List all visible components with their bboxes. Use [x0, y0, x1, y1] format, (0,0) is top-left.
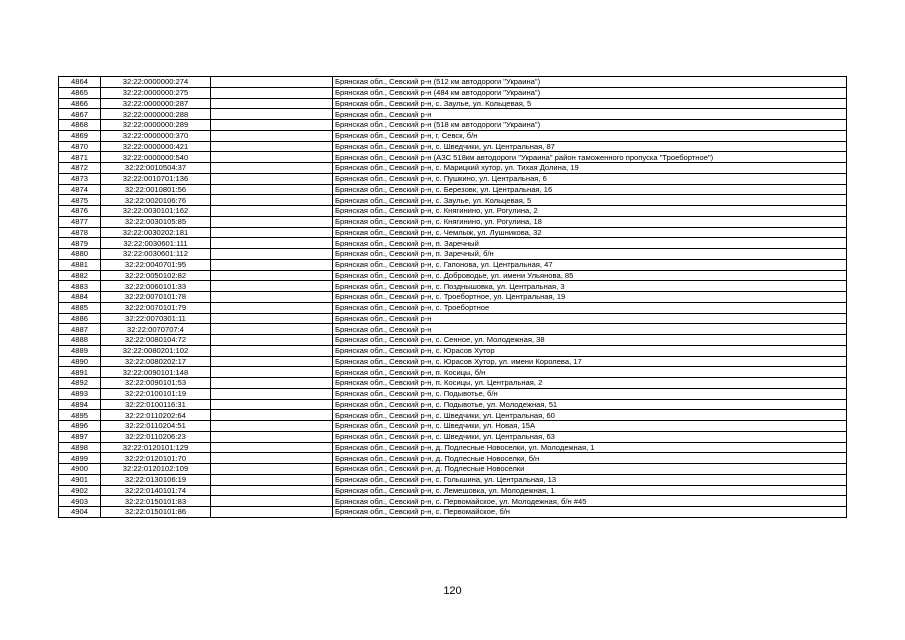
- empty-cell: [211, 141, 333, 152]
- address-cell: Брянская обл., Севский р-н, с. Гапонова, ул. Центральная, 47: [333, 259, 847, 270]
- empty-cell: [211, 485, 333, 496]
- cadastral-number-cell: 32:22:0000000:289: [101, 120, 211, 131]
- address-cell: Брянская обл., Севский р-н, с. Троебортное: [333, 302, 847, 313]
- row-number-cell: 4885: [59, 302, 101, 313]
- cadastral-number-cell: 32:22:0030601:111: [101, 238, 211, 249]
- cadastral-number-cell: 32:22:0030202:181: [101, 227, 211, 238]
- address-cell: Брянская обл., Севский р-н, с. Шведчики, ул. Центральная, 60: [333, 410, 847, 421]
- table-row: [59, 421, 847, 432]
- empty-cell: [211, 442, 333, 453]
- table-row: [59, 335, 847, 346]
- cadastral-number-cell: 32:22:0120101:70: [101, 453, 211, 464]
- row-number-cell: 4902: [59, 485, 101, 496]
- row-number-cell: 4886: [59, 313, 101, 324]
- empty-cell: [211, 464, 333, 475]
- page-number: 120: [443, 585, 462, 597]
- table-row: [59, 356, 847, 367]
- table-row: [59, 98, 847, 109]
- empty-cell: [211, 163, 333, 174]
- address-cell: Брянская обл., Севский р-н, с. Первомайское, ул. Молодежная, б/н #45: [333, 496, 847, 507]
- empty-cell: [211, 238, 333, 249]
- empty-cell: [211, 216, 333, 227]
- row-number-cell: 4899: [59, 453, 101, 464]
- empty-cell: [211, 367, 333, 378]
- row-number-cell: 4891: [59, 367, 101, 378]
- table-row: [59, 378, 847, 389]
- row-number-cell: 4869: [59, 130, 101, 141]
- empty-cell: [211, 313, 333, 324]
- table-row: [59, 87, 847, 98]
- address-cell: Брянская обл., Севский р-н, с. Позднышовка, ул. Центральная, 3: [333, 281, 847, 292]
- row-number-cell: 4873: [59, 173, 101, 184]
- address-cell: Брянская обл., Севский р-н, с. Березовк, ул. Центральная, 16: [333, 184, 847, 195]
- row-number-cell: 4871: [59, 152, 101, 163]
- cadastral-number-cell: 32:22:0010801:56: [101, 184, 211, 195]
- empty-cell: [211, 281, 333, 292]
- empty-cell: [211, 474, 333, 485]
- address-cell: Брянская обл., Севский р-н (512 км автодороги "Украина"): [333, 77, 847, 88]
- table-row: [59, 195, 847, 206]
- address-cell: Брянская обл., Севский р-н, с. Сенное, ул. Молодежная, 38: [333, 335, 847, 346]
- address-cell: Брянская обл., Севский р-н, с. Троебортное, ул. Центральная, 19: [333, 292, 847, 303]
- table-row: [59, 410, 847, 421]
- empty-cell: [211, 249, 333, 260]
- address-cell: Брянская обл., Севский р-н, г. Севск, б/н: [333, 130, 847, 141]
- cadastral-number-cell: 32:22:0150101:86: [101, 507, 211, 518]
- row-number-cell: 4882: [59, 270, 101, 281]
- empty-cell: [211, 431, 333, 442]
- cadastral-number-cell: 32:22:0120101:129: [101, 442, 211, 453]
- address-cell: Брянская обл., Севский р-н, с. Заулье, ул. Кольцевая, 5: [333, 98, 847, 109]
- address-cell: Брянская обл., Севский р-н: [333, 324, 847, 335]
- row-number-cell: 4904: [59, 507, 101, 518]
- address-cell: Брянская обл., Севский р-н, с. Юрасов Хутор: [333, 345, 847, 356]
- row-number-cell: 4865: [59, 87, 101, 98]
- cadastral-number-cell: 32:22:0060101:33: [101, 281, 211, 292]
- address-cell: Брянская обл., Севский р-н (518 км автодороги "Украина"): [333, 120, 847, 131]
- empty-cell: [211, 87, 333, 98]
- table-row: [59, 453, 847, 464]
- table-row: [59, 399, 847, 410]
- cadastral-number-cell: 32:22:0010701:136: [101, 173, 211, 184]
- row-number-cell: 4880: [59, 249, 101, 260]
- table-row: [59, 367, 847, 378]
- table-row: [59, 313, 847, 324]
- row-number-cell: 4881: [59, 259, 101, 270]
- row-number-cell: 4898: [59, 442, 101, 453]
- table-row: [59, 324, 847, 335]
- row-number-cell: 4868: [59, 120, 101, 131]
- row-number-cell: 4875: [59, 195, 101, 206]
- row-number-cell: 4878: [59, 227, 101, 238]
- empty-cell: [211, 378, 333, 389]
- table-row: [59, 431, 847, 442]
- row-number-cell: 4890: [59, 356, 101, 367]
- row-number-cell: 4870: [59, 141, 101, 152]
- empty-cell: [211, 259, 333, 270]
- cadastral-number-cell: 32:22:0140101:74: [101, 485, 211, 496]
- row-number-cell: 4877: [59, 216, 101, 227]
- address-cell: Брянская обл., Севский р-н, с. Княгинино, ул. Рогулина, 2: [333, 206, 847, 217]
- table-row: [59, 292, 847, 303]
- row-number-cell: 4874: [59, 184, 101, 195]
- row-number-cell: 4892: [59, 378, 101, 389]
- table-body: [59, 77, 847, 518]
- row-number-cell: 4872: [59, 163, 101, 174]
- address-cell: Брянская обл., Севский р-н (АЗС 518км автодороги "Украина" район таможенного пропуска "Троебортное"): [333, 152, 847, 163]
- address-cell: Брянская обл., Севский р-н, с. Подывотье, ул. Молодежная, 51: [333, 399, 847, 410]
- row-number-cell: 4895: [59, 410, 101, 421]
- empty-cell: [211, 292, 333, 303]
- address-cell: Брянская обл., Севский р-н, с. Шведчики, ул. Центральная, 63: [333, 431, 847, 442]
- cadastral-number-cell: 32:22:0000000:274: [101, 77, 211, 88]
- table-row: [59, 184, 847, 195]
- row-number-cell: 4893: [59, 388, 101, 399]
- table-row: [59, 120, 847, 131]
- cadastral-number-cell: 32:22:0010504:37: [101, 163, 211, 174]
- row-number-cell: 4900: [59, 464, 101, 475]
- row-number-cell: 4896: [59, 421, 101, 432]
- empty-cell: [211, 130, 333, 141]
- table-row: [59, 173, 847, 184]
- cadastral-number-cell: 32:22:0110204:51: [101, 421, 211, 432]
- cadastral-number-cell: 32:22:0090101:148: [101, 367, 211, 378]
- row-number-cell: 4884: [59, 292, 101, 303]
- empty-cell: [211, 324, 333, 335]
- empty-cell: [211, 507, 333, 518]
- row-number-cell: 4894: [59, 399, 101, 410]
- empty-cell: [211, 453, 333, 464]
- empty-cell: [211, 109, 333, 120]
- empty-cell: [211, 77, 333, 88]
- table-row: [59, 345, 847, 356]
- cadastral-number-cell: 32:22:0110202:64: [101, 410, 211, 421]
- cadastral-number-cell: 32:22:0070301:11: [101, 313, 211, 324]
- cadastral-number-cell: 32:22:0150101:83: [101, 496, 211, 507]
- empty-cell: [211, 195, 333, 206]
- cadastral-number-cell: 32:22:0070707:4: [101, 324, 211, 335]
- row-number-cell: 4864: [59, 77, 101, 88]
- empty-cell: [211, 98, 333, 109]
- empty-cell: [211, 356, 333, 367]
- empty-cell: [211, 496, 333, 507]
- empty-cell: [211, 345, 333, 356]
- cadastral-number-cell: 32:22:0000000:275: [101, 87, 211, 98]
- address-cell: Брянская обл., Севский р-н, с. Марицкий хутор, ул. Тихая Долина, 19: [333, 163, 847, 174]
- cadastral-number-cell: 32:22:0130106:19: [101, 474, 211, 485]
- address-cell: Брянская обл., Севский р-н: [333, 313, 847, 324]
- address-cell: Брянская обл., Севский р-н, с. Голышина, ул. Центральная, 13: [333, 474, 847, 485]
- row-number-cell: 4901: [59, 474, 101, 485]
- table-row: [59, 496, 847, 507]
- cadastral-number-cell: 32:22:0080104:72: [101, 335, 211, 346]
- cadastral-number-cell: 32:22:0030101:162: [101, 206, 211, 217]
- table-row: [59, 206, 847, 217]
- cadastral-table: [58, 76, 847, 518]
- table-row: [59, 109, 847, 120]
- address-cell: Брянская обл., Севский р-н, с. Подывотье, б/н: [333, 388, 847, 399]
- table-row: [59, 388, 847, 399]
- empty-cell: [211, 184, 333, 195]
- empty-cell: [211, 399, 333, 410]
- address-cell: Брянская обл., Севский р-н, с. Шведчики, ул. Новая, 15А: [333, 421, 847, 432]
- row-number-cell: 4888: [59, 335, 101, 346]
- cadastral-number-cell: 32:22:0090101:53: [101, 378, 211, 389]
- table-row: [59, 302, 847, 313]
- cadastral-number-cell: 32:22:0000000:288: [101, 109, 211, 120]
- address-cell: Брянская обл., Севский р-н: [333, 109, 847, 120]
- row-number-cell: 4889: [59, 345, 101, 356]
- cadastral-number-cell: 32:22:0000000:287: [101, 98, 211, 109]
- address-cell: Брянская обл., Севский р-н, д. Подлесные Новоселки, б/н: [333, 453, 847, 464]
- empty-cell: [211, 227, 333, 238]
- row-number-cell: 4866: [59, 98, 101, 109]
- cadastral-number-cell: 32:22:0070101:78: [101, 292, 211, 303]
- row-number-cell: 4883: [59, 281, 101, 292]
- table-row: [59, 464, 847, 475]
- table-row: [59, 270, 847, 281]
- cadastral-number-cell: 32:22:0030601:112: [101, 249, 211, 260]
- table-row: [59, 141, 847, 152]
- table-row: [59, 216, 847, 227]
- empty-cell: [211, 388, 333, 399]
- address-cell: Брянская обл., Севский р-н, с. Княгинино, ул. Рогулина, 18: [333, 216, 847, 227]
- table-row: [59, 507, 847, 518]
- table-row: [59, 485, 847, 496]
- cadastral-number-cell: 32:22:0000000:421: [101, 141, 211, 152]
- table-row: [59, 163, 847, 174]
- table-row: [59, 442, 847, 453]
- empty-cell: [211, 270, 333, 281]
- address-cell: Брянская обл., Севский р-н, с. Юрасов Хутор, ул. имени Королева, 17: [333, 356, 847, 367]
- address-cell: Брянская обл., Севский р-н, с. Лемешовка, ул. Молодежная, 1: [333, 485, 847, 496]
- cadastral-number-cell: 32:22:0020106:76: [101, 195, 211, 206]
- row-number-cell: 4867: [59, 109, 101, 120]
- table-row: [59, 281, 847, 292]
- cadastral-number-cell: 32:22:0080202:17: [101, 356, 211, 367]
- address-cell: Брянская обл., Севский р-н, д. Подлесные Новоселки, ул. Молодежная, 1: [333, 442, 847, 453]
- address-cell: Брянская обл., Севский р-н, с. Шведчики, ул. Центральная, 87: [333, 141, 847, 152]
- address-cell: Брянская обл., Севский р-н, с. Первомайское, б/н: [333, 507, 847, 518]
- empty-cell: [211, 206, 333, 217]
- cadastral-number-cell: 32:22:0100101:19: [101, 388, 211, 399]
- address-cell: Брянская обл., Севский р-н, п. Заречный: [333, 238, 847, 249]
- empty-cell: [211, 173, 333, 184]
- cadastral-number-cell: 32:22:0030105:85: [101, 216, 211, 227]
- cadastral-number-cell: 32:22:0050102:82: [101, 270, 211, 281]
- empty-cell: [211, 335, 333, 346]
- address-cell: Брянская обл., Севский р-н, п. Заречный, б/н: [333, 249, 847, 260]
- row-number-cell: 4897: [59, 431, 101, 442]
- table-row: [59, 259, 847, 270]
- table-row: [59, 152, 847, 163]
- table-row: [59, 238, 847, 249]
- table-row: [59, 77, 847, 88]
- table-row: [59, 227, 847, 238]
- cadastral-number-cell: 32:22:0000000:370: [101, 130, 211, 141]
- cadastral-number-cell: 32:22:0000000:540: [101, 152, 211, 163]
- address-cell: Брянская обл., Севский р-н, с. Заулье, ул. Кольцевая, 5: [333, 195, 847, 206]
- address-cell: Брянская обл., Севский р-н, п. Косицы, ул. Центральная, 2: [333, 378, 847, 389]
- address-cell: Брянская обл., Севский р-н, д. Подлесные Новоселки: [333, 464, 847, 475]
- row-number-cell: 4887: [59, 324, 101, 335]
- empty-cell: [211, 120, 333, 131]
- cadastral-number-cell: 32:22:0110206:23: [101, 431, 211, 442]
- empty-cell: [211, 410, 333, 421]
- empty-cell: [211, 421, 333, 432]
- table-row: [59, 474, 847, 485]
- cadastral-number-cell: 32:22:0040701:95: [101, 259, 211, 270]
- row-number-cell: 4879: [59, 238, 101, 249]
- cadastral-number-cell: 32:22:0080201:102: [101, 345, 211, 356]
- address-cell: Брянская обл., Севский р-н, с. Доброводье, ул. имени Ульянова, 85: [333, 270, 847, 281]
- cadastral-number-cell: 32:22:0120102:109: [101, 464, 211, 475]
- address-cell: Брянская обл., Севский р-н, с. Пушкино, ул. Центральная, 6: [333, 173, 847, 184]
- address-cell: Брянская обл., Севский р-н, с. Чемлыж, ул. Лушникова, 32: [333, 227, 847, 238]
- empty-cell: [211, 302, 333, 313]
- table-row: [59, 130, 847, 141]
- address-cell: Брянская обл., Севский р-н, п. Косицы, б/н: [333, 367, 847, 378]
- table-row: [59, 249, 847, 260]
- row-number-cell: 4903: [59, 496, 101, 507]
- cadastral-number-cell: 32:22:0100116:31: [101, 399, 211, 410]
- address-cell: Брянская обл., Севский р-н (484 км автодороги "Украина"): [333, 87, 847, 98]
- row-number-cell: 4876: [59, 206, 101, 217]
- cadastral-number-cell: 32:22:0070101:79: [101, 302, 211, 313]
- empty-cell: [211, 152, 333, 163]
